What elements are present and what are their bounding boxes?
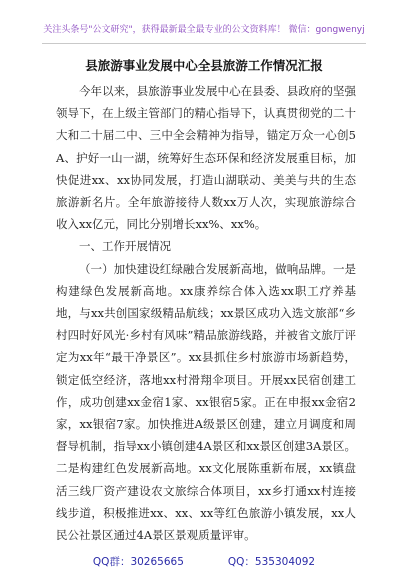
intro-paragraph: 今年以来，县旅游事业发展中心在县委、县政府的坚强领导下，在上级主管部门的精心指导下，认真贯彻党的二十大和二十届二中、三中全会精神为指导，锚定万众一心创5A、护好一山一湖，统筹好生态环保和经济发展重目标，加快促进xx、xx协同发展，打造山湖联动、美美与共的生态旅游新名片。全年旅游接待人数xx万人次，实现旅游综合收入xx亿元，同比分别增长xx%、xx%。 <box>56 84 356 232</box>
qq-number-label: QQ：535304092 <box>227 556 316 568</box>
section-heading: 一、工作开展情况 <box>79 239 171 254</box>
document-title: 县旅游事业发展中心全县旅游工作情况汇报 <box>85 58 323 73</box>
header-divider <box>42 43 366 44</box>
body-paragraph: （一）加快建设红绿融合发展新高地，做响品牌。一是构建绿色发展新高地。xx康养综合体入选xx职工疗养基地，与xx共创国家级精品航线；xx景区成功入选文旅部“乡村四时好风光·乡村有风味”精品旅游线路，并被省文旅厅评定为xx年“最干净景区”。xx县抓住乡村旅游市场新趋势，锁定低空经济，落地xx村滑翔伞项目。开展xx民宿创建工作，成功创建xx金宿1家、xx银宿5家。正在申报xx金宿2家，xx银宿7家。加快推进A级景区创建，建立月调度和周督导机制，指导xx小镇创建4A景区和xx景区创建3A景区。二是构建红色发展新高地。xx文化展陈重新布展，xx镇盘活三线厂资产建设农文旅综合体项目，xx乡打通xx村连接线步道，积极推进xx、xx、xx等红色旅游小镇发展，xx人民公社景区通过4A景区景观质量评审。 <box>56 261 356 543</box>
qq-group-label: QQ群：30265665 <box>92 556 184 568</box>
header-banner: 关注头条号"公文研究"，获得最新最全最专业的公文资料库！ 微信：gongwenyj <box>43 25 365 35</box>
document-body <box>56 80 356 546</box>
footer-contact <box>0 554 408 569</box>
